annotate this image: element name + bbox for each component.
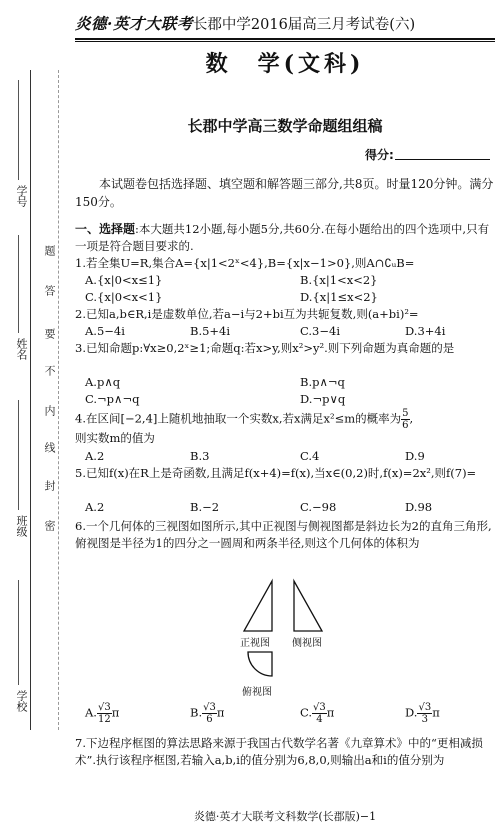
option: D.{x|1≤x<2} <box>300 290 378 304</box>
exam-header <box>75 12 495 36</box>
fraction-denominator: 6 <box>206 714 213 725</box>
option: B.{x|1<x<2} <box>300 273 378 287</box>
option-fraction <box>417 702 432 725</box>
option-letter: B. <box>190 705 203 720</box>
option: B.3 <box>190 449 210 463</box>
option: D.98 <box>405 500 433 514</box>
question-4-continuation: 则实数m的值为 <box>75 431 155 445</box>
section-title: 一、选择题 <box>75 222 136 236</box>
question-1: 1.若全集U=R,集合A={x|1<2ˣ<4},B={x|x−1>0},则A∩∁ᵤB= <box>75 256 415 270</box>
option: A.5−4i <box>85 324 125 338</box>
probability-fraction <box>401 408 409 431</box>
school-field[interactable] <box>18 580 19 685</box>
subject-title: 数 学(文科) <box>205 51 365 77</box>
seal-char: 密 <box>43 520 56 531</box>
brand-name: 炎德·英才大联考 <box>75 14 193 33</box>
option: C.−98 <box>300 500 337 514</box>
option-tail: π <box>111 705 120 720</box>
option-letter: C. <box>300 705 313 720</box>
seal-char: 不 <box>43 365 56 376</box>
top-view-label: 俯视图 <box>242 687 272 698</box>
organizer-line: 长郡中学高三数学命题组组稿 <box>187 117 383 135</box>
seal-dashed-line <box>58 70 59 730</box>
fraction-numerator: √3 <box>203 702 216 713</box>
front-view-triangle <box>244 581 272 631</box>
option <box>405 702 440 725</box>
option <box>300 702 334 725</box>
option: D.¬p∨q <box>300 392 346 406</box>
option: C.4 <box>300 449 320 463</box>
section-description: :本大题共12小题,每小题5分,共60分.在每小题给出的四个选项中,只有一项是符合题目要求的. <box>75 222 490 253</box>
fraction-denominator: 6 <box>402 420 409 431</box>
school-label: 学校 <box>15 690 28 712</box>
side-view-triangle <box>294 581 322 631</box>
side-view-label: 侧视图 <box>292 638 322 649</box>
option-fraction <box>97 702 112 725</box>
seal-char: 内 <box>43 405 56 416</box>
name-field[interactable] <box>18 235 19 333</box>
fraction-numerator: √3 <box>313 702 326 713</box>
option: D.9 <box>405 449 425 463</box>
fraction-denominator: 12 <box>97 714 111 725</box>
score-label: 得分: <box>365 148 394 162</box>
seal-char: 线 <box>43 442 56 453</box>
name-label: 姓名 <box>15 338 28 360</box>
binding-margin <box>0 0 70 829</box>
student-id-label: 学号 <box>15 185 28 207</box>
fraction-denominator: 4 <box>316 714 323 725</box>
instructions: 本试题卷包括选择题、填空题和解答题三部分,共8页。时量120分钟。满分150分。 <box>75 177 494 209</box>
option-fraction <box>202 702 217 725</box>
option: B.−2 <box>190 500 220 514</box>
exam-title: 长郡中学2016届高三月考试卷(六) <box>192 17 416 33</box>
option: B.p∧¬q <box>300 375 345 389</box>
option: C.{x|0<x<1} <box>85 290 163 304</box>
option-fraction <box>312 702 327 725</box>
class-label: 班级 <box>15 515 28 537</box>
option-letter: D. <box>405 705 418 720</box>
question-4-stem: 4.在区间[−2,4]上随机地抽取一个实数x,若x满足x²≤m的概率为 <box>75 411 402 426</box>
header-rule-thin <box>75 41 495 42</box>
option: C.¬p∧¬q <box>85 392 140 406</box>
section-heading <box>75 221 495 255</box>
question-4-comma: , <box>409 411 414 426</box>
question-5: 5.已知f(x)在R上是奇函数,且满足f(x+4)=f(x),当x∈(0,2)时,f(x)=2x²,则f(7)= <box>75 466 477 480</box>
front-view-label: 正视图 <box>240 638 270 649</box>
option-tail: π <box>216 705 225 720</box>
fraction-numerator: 5 <box>402 408 409 419</box>
fraction-numerator: √3 <box>418 702 432 713</box>
question-3: 3.已知命题p:∀x≥0,2ˣ≥1;命题q:若x>y,则x²>y².则下列命题为真命题的是 <box>75 341 455 355</box>
option: B.5+4i <box>190 324 231 338</box>
question-7: 7.下边程序框图的算法思路来源于我国古代数学名著《九章算术》中的“更相减损术”.执行该程序框图,若输入a,b,i的值分别为6,8,0,则输出a和i的值分别为 <box>75 736 483 767</box>
top-view-quarter-circle <box>248 652 272 676</box>
seal-char: 要 <box>43 328 56 339</box>
seal-char: 封 <box>43 480 56 491</box>
option: A.2 <box>85 500 105 514</box>
fraction-denominator: 3 <box>421 714 429 725</box>
option <box>85 702 119 725</box>
option: D.3+4i <box>405 324 446 338</box>
score-field[interactable] <box>395 159 490 160</box>
option: C.3−4i <box>300 324 340 338</box>
option: A.2 <box>85 449 105 463</box>
question-2: 2.已知a,b∈R,i是虚数单位,若a−i与2+bi互为共轭复数,则(a+bi)²= <box>75 307 419 321</box>
header-rule <box>75 38 495 40</box>
class-field[interactable] <box>18 400 19 510</box>
question-4 <box>75 408 495 431</box>
option: A.p∧q <box>85 375 121 389</box>
three-view-figure <box>230 577 350 697</box>
option-tail: π <box>326 705 335 720</box>
page-footer: 炎德·英才大联考文科数学(长郡版)−1 <box>193 810 377 823</box>
fraction-numerator: √3 <box>97 702 111 713</box>
option: A.{x|0<x≤1} <box>85 273 163 287</box>
option <box>190 702 224 725</box>
option-letter: A. <box>85 705 97 720</box>
seal-char: 题 <box>43 245 56 256</box>
seal-char: 答 <box>43 285 56 296</box>
option-tail: π <box>432 705 440 720</box>
question-6: 6.一个几何体的三视图如图所示,其中正视图与侧视图都是斜边长为2的直角三角形,俯视图是半径为1的四分之一圆周和两条半径,则这个几何体的体积为 <box>75 519 492 550</box>
binding-line <box>30 70 31 730</box>
student-id-field[interactable] <box>18 80 19 180</box>
